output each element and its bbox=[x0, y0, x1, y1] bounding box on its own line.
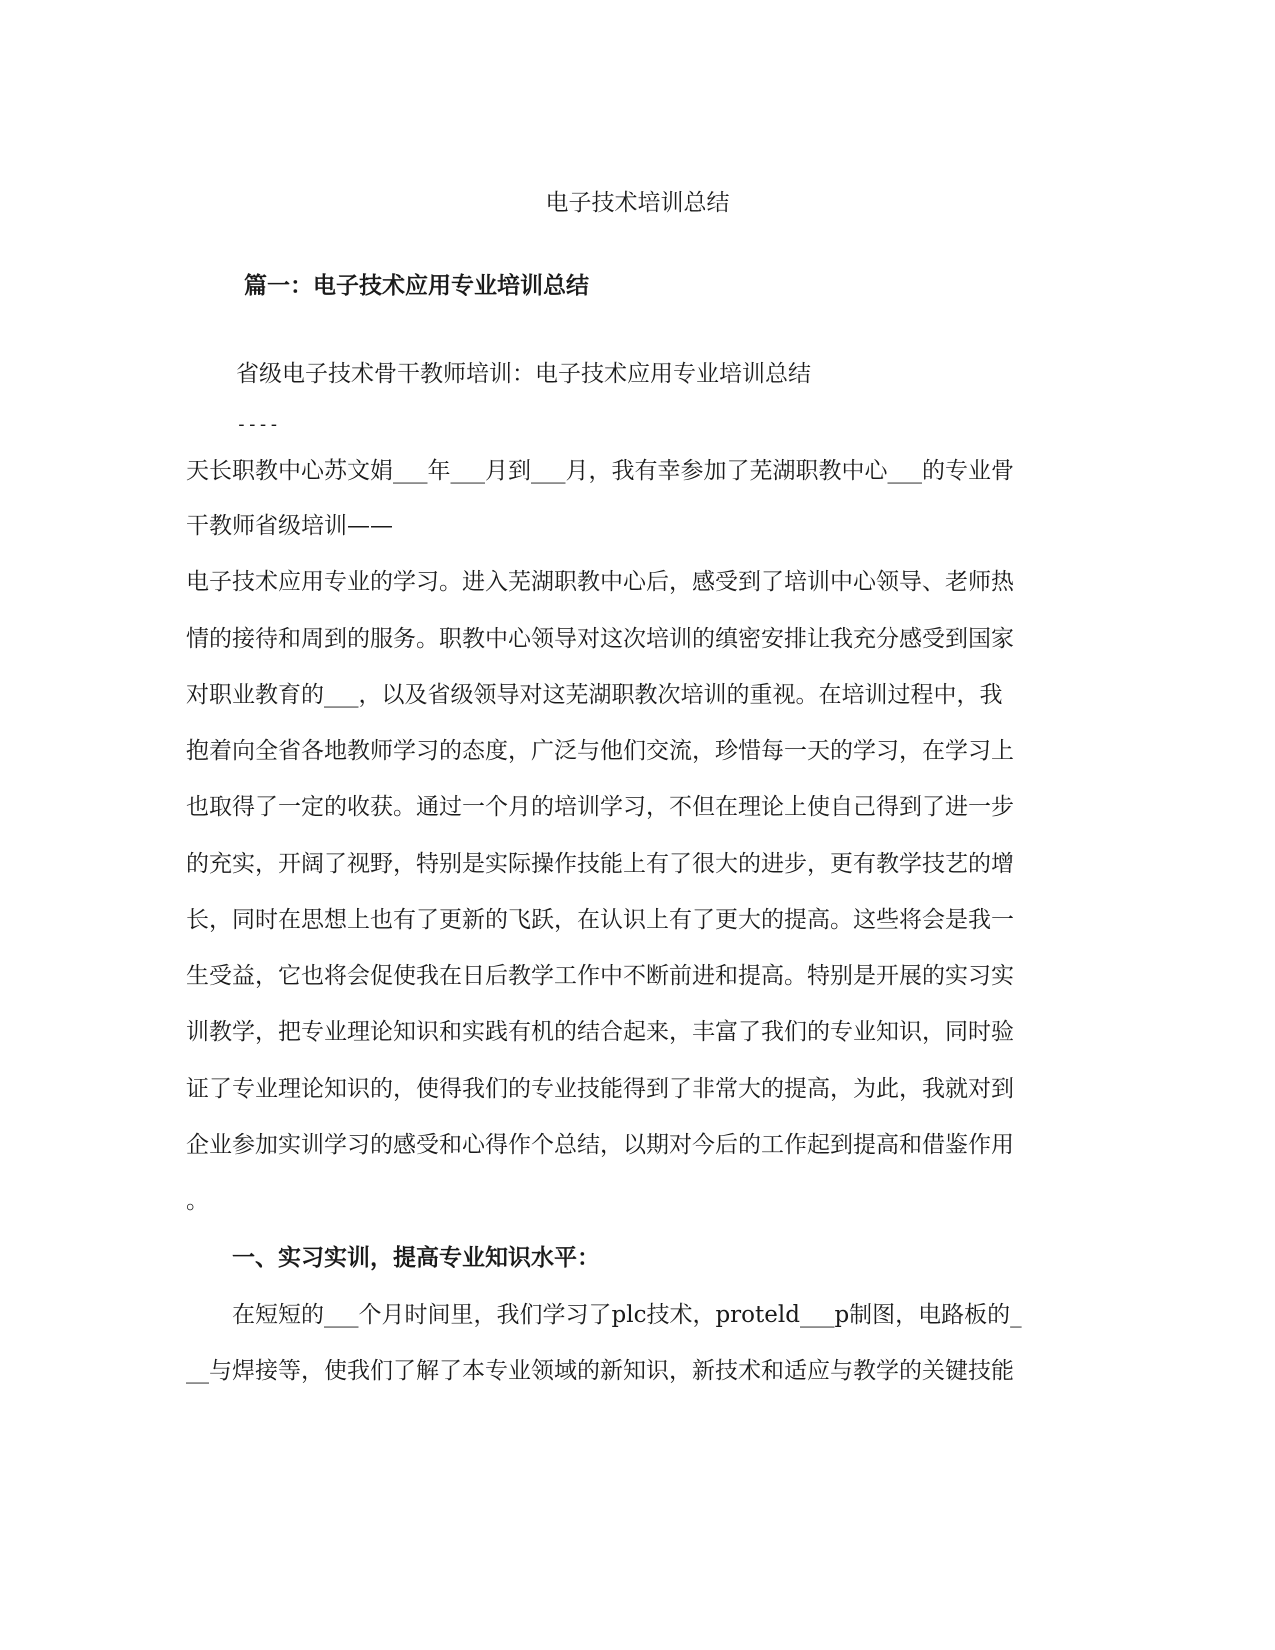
part-heading: 篇一：电子技术应用专业培训总结 bbox=[244, 273, 589, 299]
body-line-6: 的充实，开阔了视野，特别是实际操作技能上有了很大的进步，更有教学技艺的增 bbox=[186, 851, 1014, 877]
body-line-5: 也取得了一定的收获。通过一个月的培训学习，不但在理论上使自己得到了进一步 bbox=[186, 794, 1014, 820]
separator-line: ---- bbox=[236, 414, 280, 435]
body-line-3: 对职业教育的___，以及省级领导对这芜湖职教次培训的重视。在培训过程中，我 bbox=[186, 682, 1003, 708]
section-heading: 一、实习实训，提高专业知识水平： bbox=[232, 1245, 600, 1271]
intro-line-1: 天长职教中心苏文娟___年___月到___月，我有幸参加了芜湖职教中心___的专业骨 bbox=[186, 458, 1014, 484]
body-line-2: 情的接待和周到的服务。职教中心领导对这次培训的缜密安排让我充分感受到国家 bbox=[186, 626, 1014, 652]
body-line-8: 生受益，它也将会促使我在日后教学工作中不断前进和提高。特别是开展的实习实 bbox=[186, 963, 1014, 989]
body-line-1: 电子技术应用专业的学习。进入芜湖职教中心后，感受到了培训中心领导、老师热 bbox=[186, 569, 1014, 595]
section-line-1: 在短短的___个月时间里，我们学习了plc技术，proteld___p制图，电路板的_ bbox=[232, 1302, 1022, 1328]
body-line-4: 抱着向全省各地教师学习的态度，广泛与他们交流，珍惜每一天的学习，在学习上 bbox=[186, 738, 1014, 764]
body-line-9: 训教学，把专业理论知识和实践有机的结合起来，丰富了我们的专业知识，同时验 bbox=[186, 1019, 1014, 1045]
body-line-10: 证了专业理论知识的，使得我们的专业技能得到了非常大的提高，为此，我就对到 bbox=[186, 1076, 1014, 1102]
body-line-7: 长，同时在思想上也有了更新的飞跃，在认识上有了更大的提高。这些将会是我一 bbox=[186, 907, 1014, 933]
body-line-12: 。 bbox=[186, 1188, 209, 1214]
body-line-11: 企业参加实训学习的感受和心得作个总结，以期对今后的工作起到提高和借鉴作用 bbox=[186, 1132, 1014, 1158]
section-line-2: __与焊接等，使我们了解了本专业领域的新知识，新技术和适应与教学的关键技能 bbox=[186, 1358, 1014, 1384]
intro-line-2: 干教师省级培训—— bbox=[186, 513, 393, 539]
document-subtitle: 省级电子技术骨干教师培训：电子技术应用专业培训总结 bbox=[236, 361, 811, 387]
document-title: 电子技术培训总结 bbox=[545, 190, 730, 216]
